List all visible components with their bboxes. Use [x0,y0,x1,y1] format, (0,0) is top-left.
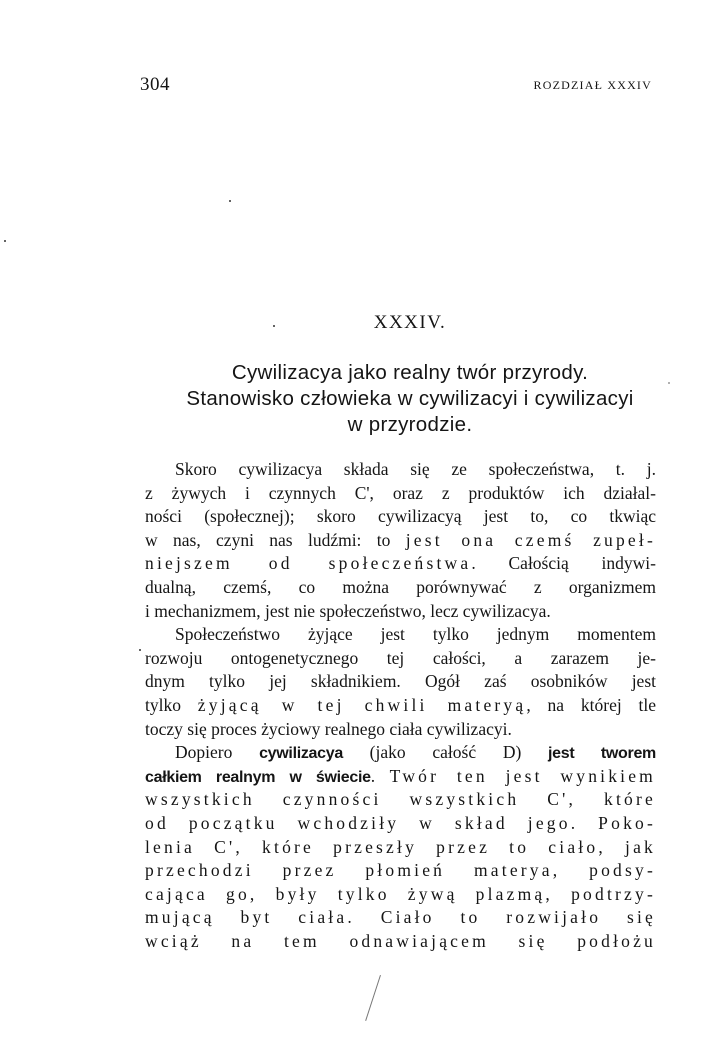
text-line: Społeczeństwo żyjące jest tylko jednym momentem [175,624,656,645]
scan-speck [229,200,231,202]
text-line: dnym tylko jej składnikiem. Ogół zaś osobników jest [145,671,656,692]
text-line: Skoro cywilizacya składa się ze społeczeństwa, t. j. [175,459,656,479]
text-line: rozwoju ontogenetycznego tej całości, a zarazem je- [145,647,656,668]
chapter-title [120,360,700,438]
text-line [145,765,656,789]
scan-speck [4,240,6,242]
text-run: . Całością indywi- [471,553,656,574]
chapter-title-line-2: Stanowisko człowieka w cywilizacyi i cywilizacyi [186,387,634,410]
text-line [145,529,656,553]
text-line: od początku wchodziły w skład jego. Poko- [145,812,656,833]
scan-speck [273,325,275,327]
scan-scratch [365,975,381,1021]
scan-speck [139,649,141,651]
text-line: wszystkich czynności wszystkich C', które [145,789,656,810]
emphasized-text: jest ona czemś zupeł- [405,529,656,550]
text-line [145,552,656,576]
text-run: w nas, czyni nas ludźmi: to [145,529,406,550]
text-line [145,741,656,765]
text-line: toczy się proces życiowy realnego ciała cywilizacyi. [145,718,512,739]
page-number: 304 [140,74,170,95]
text-line: lenia C', które przeszły przez to ciało, jak [145,836,656,857]
text-line [145,694,656,718]
body-text [145,458,656,953]
text-line: wciąż na tem odnawiającem się podłożu [145,930,656,951]
text-line: ności (społecznej); skoro cywilizacyą jest to, co tkwiąc [145,506,656,527]
bold-text: jest tworem [548,745,656,763]
text-line: dualną, czemś, co można porównywać z organizmem [145,576,656,597]
chapter-title-line-3: w przyrodzie. [347,413,473,436]
emphasized-text: Twór ten jest wynikiem [389,765,656,786]
text-line: i mechanizmem, jest nie społeczeństwo, lecz cywilizacya. [145,600,551,621]
text-line: cająca go, były tylko żywą plazmą, podtrzy- [145,883,656,904]
running-head [140,74,652,98]
chapter-running-title: ROZDZIAŁ XXXIV [533,78,652,92]
chapter-title-line-1: Cywilizacya jako realny twór przyrody. [231,361,589,384]
text-line: przechodzi przez płomień materya, podsy- [145,860,656,881]
emphasized-text: żyjącą w tej chwili materyą [197,694,527,715]
text-run: (jako całość D) [342,742,549,763]
text-run: tylko [145,694,198,715]
chapter-number: XXXIV. [373,312,447,333]
text-line: z żywych i czynnych C', oraz z produktów ich działal- [145,482,656,503]
emphasized-text: niejszem od społeczeństwa [145,553,472,574]
scan-speck [668,382,670,384]
bold-text: całkiem realnym w świecie [145,768,371,786]
text-run: . [370,765,390,786]
text-line: mującą byt ciała. Ciało to rozwijało się [145,907,656,928]
text-run: , na której tle [526,694,656,715]
text-run: Dopiero [175,742,260,763]
bold-text: cywilizacya [259,745,343,763]
